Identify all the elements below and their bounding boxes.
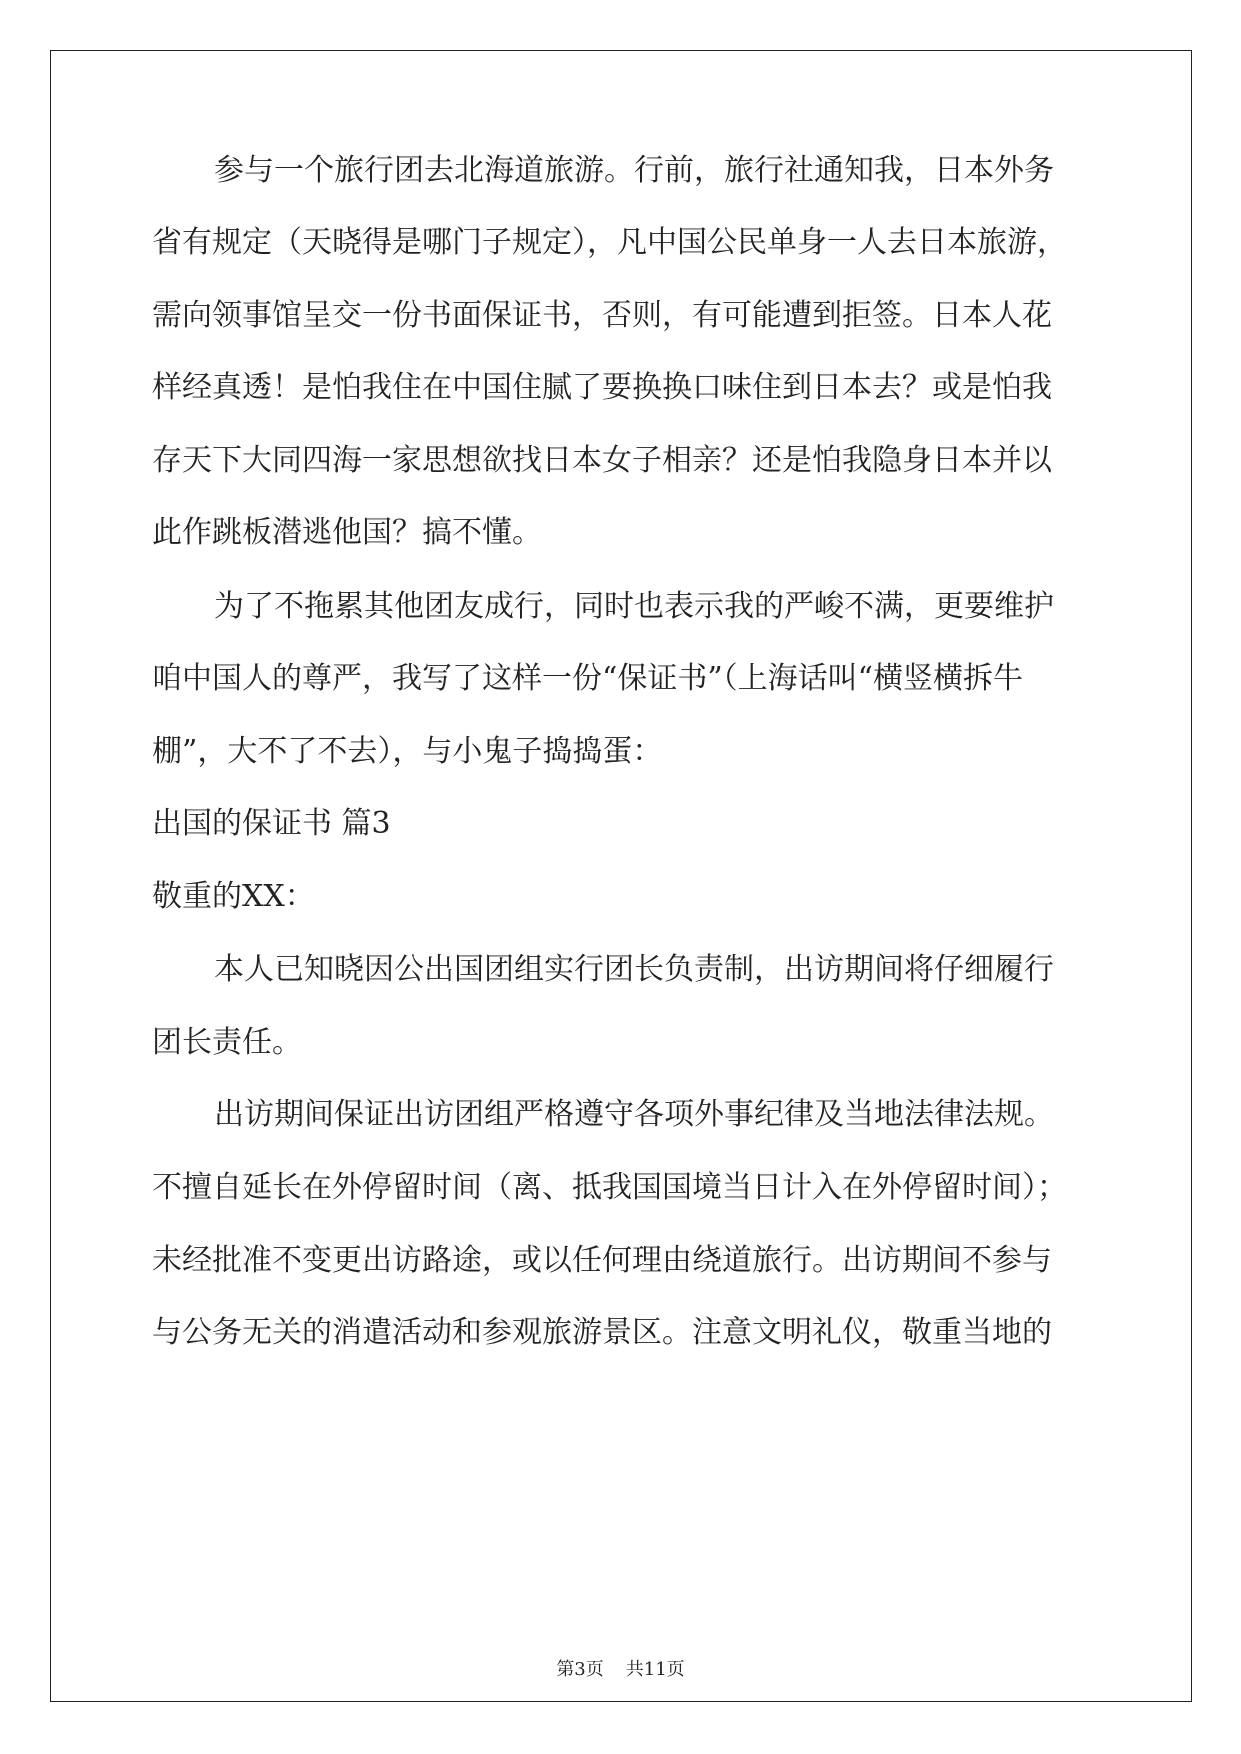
- text-line: 棚”，大不了不去），与小鬼子捣捣蛋：: [152, 734, 663, 769]
- text-line: 样经真透！是怕我住在中国住腻了要换换口味住到日本去？或是怕我: [152, 370, 1052, 405]
- text-line: 未经批准不变更出访路途，或以任何理由绕道旅行。出访期间不参与: [152, 1243, 1052, 1278]
- text-line: 出访期间保证出访团组严格遵守各项外事纪律及当地法律法规。: [214, 1097, 1054, 1132]
- text-line: 与公务无关的消遣活动和参观旅游景区。注意文明礼仪，敬重当地的: [152, 1315, 1052, 1350]
- text-line: 此作跳板潜逃他国？搞不懂。: [152, 515, 542, 550]
- text-line: 为了不拖累其他团友成行，同时也表示我的严峻不满，更要维护: [214, 589, 1054, 624]
- text-line: 团长责任。: [152, 1025, 302, 1060]
- text-line: 参与一个旅行团去北海道旅游。行前，旅行社通知我，日本外务: [214, 153, 1054, 188]
- text-line: 不擅自延长在外停留时间（离、抵我国国境当日计入在外停留时间）；: [152, 1170, 1067, 1205]
- salutation: 敬重的XX：: [152, 879, 315, 914]
- text-line: 需向领事馆呈交一份书面保证书，否则，有可能遭到拒签。日本人花: [152, 298, 1052, 333]
- text-line: 本人已知晓因公出国团组实行团长负责制，出访期间将仔细履行: [214, 952, 1054, 987]
- text-line: 省有规定（天晓得是哪门子规定），凡中国公民单身一人去日本旅游，: [152, 225, 1067, 260]
- section-heading: 出国的保证书 篇3: [152, 806, 391, 841]
- text-line: 存天下大同四海一家思想欲找日本女子相亲？还是怕我隐身日本并以: [152, 443, 1052, 478]
- page-number: 第3页: [556, 1659, 604, 1680]
- page-footer: [0, 1658, 1241, 1682]
- text-line: 咱中国人的尊严，我写了这样一份“保证书”（上海话叫“横竖横拆牛: [152, 661, 1024, 696]
- page-total: 共11页: [625, 1659, 685, 1680]
